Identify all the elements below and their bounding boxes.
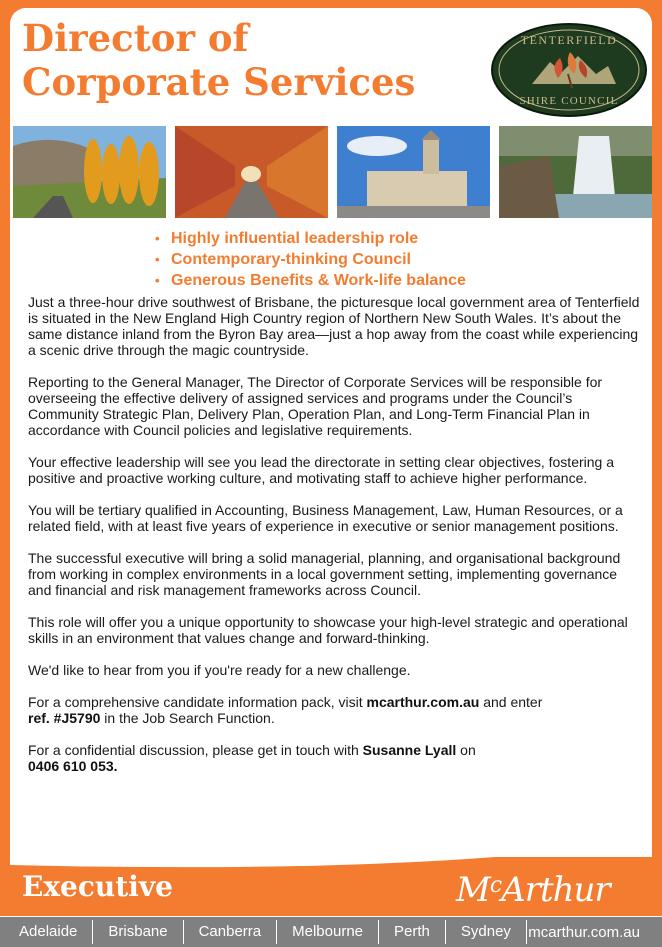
title-line-1: Director of xyxy=(22,16,249,60)
title-line-2: Corporate Services xyxy=(22,60,416,104)
highlight-item: • Highly influential leadership role xyxy=(153,228,466,249)
job-reference: ref. #J5790 xyxy=(28,710,101,726)
opportunity-paragraph: This role will offer you a unique opportunity to showcase your high-level strategic and operational skills in an environment that values change and forward-thinking. xyxy=(28,614,628,646)
qualifications-paragraph: You will be tertiary qualified in Accounting, Business Management, Law, Human Resources, or a related field, with at least five years of experience in executive or senior management positions. xyxy=(28,502,623,534)
tenterfield-logo xyxy=(490,22,648,118)
info-pack-text: and enter xyxy=(479,694,543,710)
logo-text-top: TENTERFIELD xyxy=(520,33,618,47)
brand-small: c xyxy=(489,873,502,898)
footer-website-link[interactable]: mcarthur.com.au xyxy=(528,923,640,941)
autumn-road-photo xyxy=(175,126,328,218)
mcarthur-logo xyxy=(456,864,610,912)
highlight-item: • Contemporary-thinking Council xyxy=(153,249,466,270)
intro-paragraph: Just a three-hour drive southwest of Brisbane, the picturesque local government area of Tenterfield is situated in the New England High Country region of Northern New South Wales. It’s about the same distance inland from the Byron Bay area—just a hop away from the coast while experiencing a scenic drive through the magic countryside. xyxy=(28,294,640,358)
experience-paragraph: The successful executive will bring a solid managerial, planning, and organisational background from working in complex environments in a local government setting, implementing governance and financial and risk management frameworks across Council. xyxy=(28,550,621,598)
category-label: Executive xyxy=(22,870,173,903)
page-title xyxy=(22,16,482,104)
footer-city-adelaide[interactable]: Adelaide xyxy=(0,920,93,944)
footer-city-sydney[interactable]: Sydney xyxy=(446,920,527,944)
heritage-building-photo xyxy=(337,126,490,218)
job-description xyxy=(28,294,640,790)
footer-bar xyxy=(0,917,662,947)
contact-paragraph xyxy=(28,742,640,774)
footer-city-melbourne[interactable]: Melbourne xyxy=(277,920,379,944)
leadership-paragraph: Your effective leadership will see you lead the directorate in setting clear objectives, fostering a positive and proactive working culture, and motivating staff to achieve higher performance. xyxy=(28,454,615,486)
website-link[interactable]: mcarthur.com.au xyxy=(366,694,480,710)
contact-text: on xyxy=(456,742,476,758)
footer-city-canberra[interactable]: Canberra xyxy=(184,920,278,944)
photo-strip xyxy=(13,126,633,218)
poplar-avenue-photo xyxy=(13,126,166,218)
brand-rest: Arthur xyxy=(501,870,610,910)
contact-phone[interactable]: 0406 610 053. xyxy=(28,758,118,774)
info-pack-text: in the Job Search Function. xyxy=(100,710,275,726)
highlights-list xyxy=(153,228,466,291)
highlight-item: • Generous Benefits & Work-life balance xyxy=(153,270,466,291)
contact-name: Susanne Lyall xyxy=(362,742,457,758)
brand-lead: M xyxy=(456,870,490,910)
reporting-paragraph: Reporting to the General Manager, The Director of Corporate Services will be responsible for overseeing the effective delivery of assigned services and programs under the Council’s Community Strategic Plan, Delivery Plan, Operation Plan, and Long-Term Financial Plan in accordance with Council policies and legislative requirements. xyxy=(28,374,603,438)
waterfall-photo xyxy=(499,126,652,218)
info-pack-text: For a comprehensive candidate information pack, visit xyxy=(28,694,367,710)
footer-city-perth[interactable]: Perth xyxy=(379,920,446,944)
contact-text: For a confidential discussion, please get in touch with xyxy=(28,742,363,758)
invitation-paragraph: We'd like to hear from you if you're ready for a new challenge. xyxy=(28,662,411,678)
footer-city-brisbane[interactable]: Brisbane xyxy=(93,920,183,944)
info-pack-paragraph xyxy=(28,694,640,726)
logo-text-bottom: SHIRE COUNCIL xyxy=(519,95,619,107)
